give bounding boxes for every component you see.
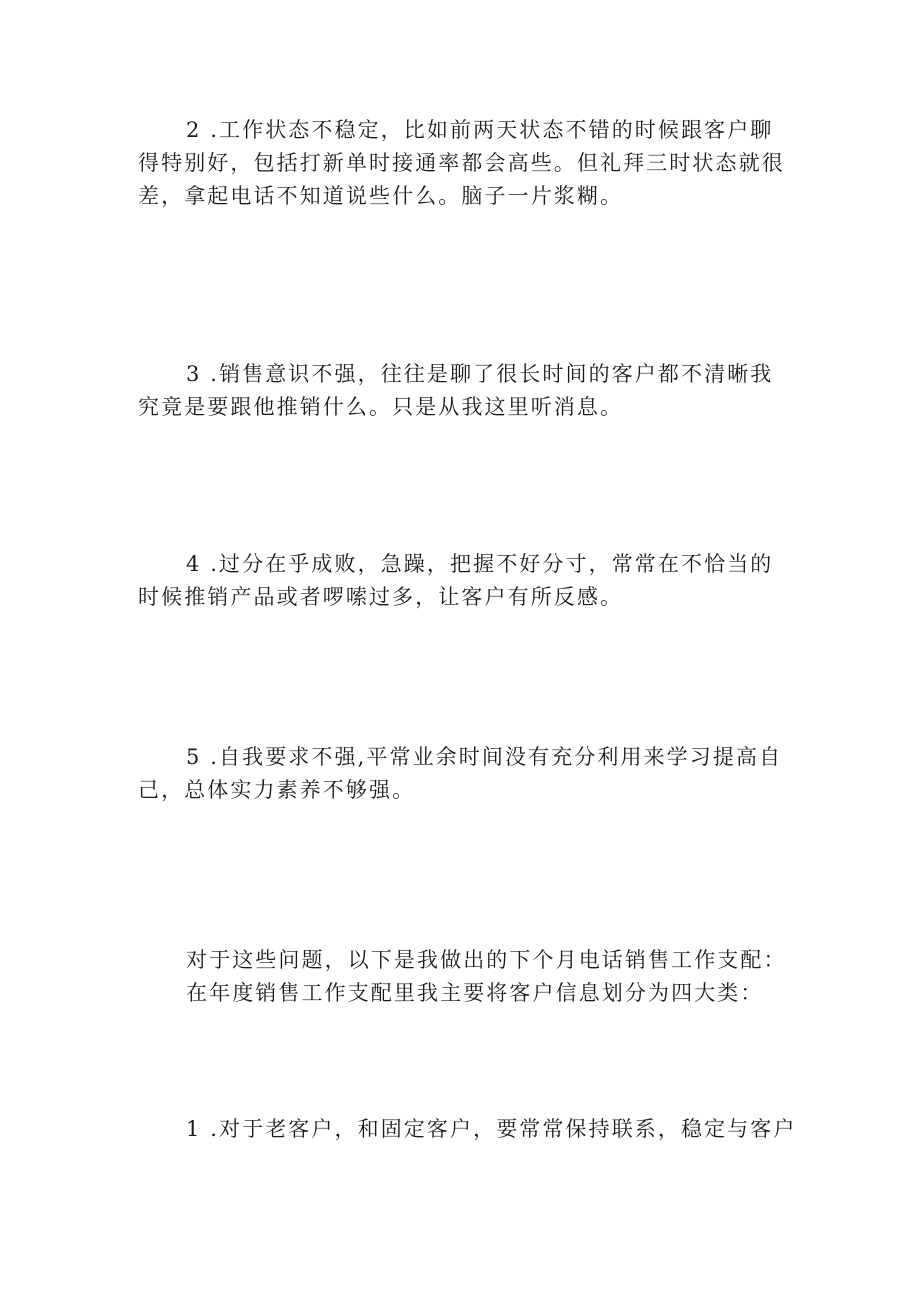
paragraph-plan-intro: [138, 944, 788, 1010]
paragraph-item-4: [138, 548, 788, 614]
paragraph-line: 1 .对于老客户，和固定客户，要常常保持联系，稳定与客户: [186, 1117, 797, 1141]
paragraph-line: 差，拿起电话不知道说些什么。脑子一片浆糊。: [138, 184, 624, 208]
paragraph-line: 对于这些问题，以下是我做出的下个月电话销售工作支配：: [186, 948, 787, 972]
paragraph-plan-1: [138, 1113, 797, 1146]
paragraph-item-3: [138, 358, 788, 424]
paragraph-line: 2 .工作状态不稳定，比如前两天状态不错的时候跟客户聊: [186, 118, 774, 142]
paragraph-line: 得特别好，包括打新单时接通率都会高些。但礼拜三时状态就很: [138, 151, 785, 175]
paragraph-line: 时候推销产品或者啰嗦过多，让客户有所反感。: [138, 585, 624, 609]
paragraph-item-5: [138, 741, 788, 807]
paragraph-item-2: [138, 114, 788, 213]
paragraph-line: 4 .过分在乎成败，急躁，把握不好分寸，常常在不恰当的: [186, 552, 774, 576]
paragraph-line: 5 .自我要求不强,平常业余时间没有充分利用来学习提高自: [186, 745, 783, 769]
paragraph-line: 3 .销售意识不强，往往是聊了很长时间的客户都不清晰我: [186, 362, 774, 386]
paragraph-line: 究竟是要跟他推销什么。只是从我这里听消息。: [138, 395, 624, 419]
paragraph-line: 在年度销售工作支配里我主要将客户信息划分为四大类：: [186, 981, 764, 1005]
paragraph-line: 己，总体实力素养不够强。: [138, 778, 416, 802]
